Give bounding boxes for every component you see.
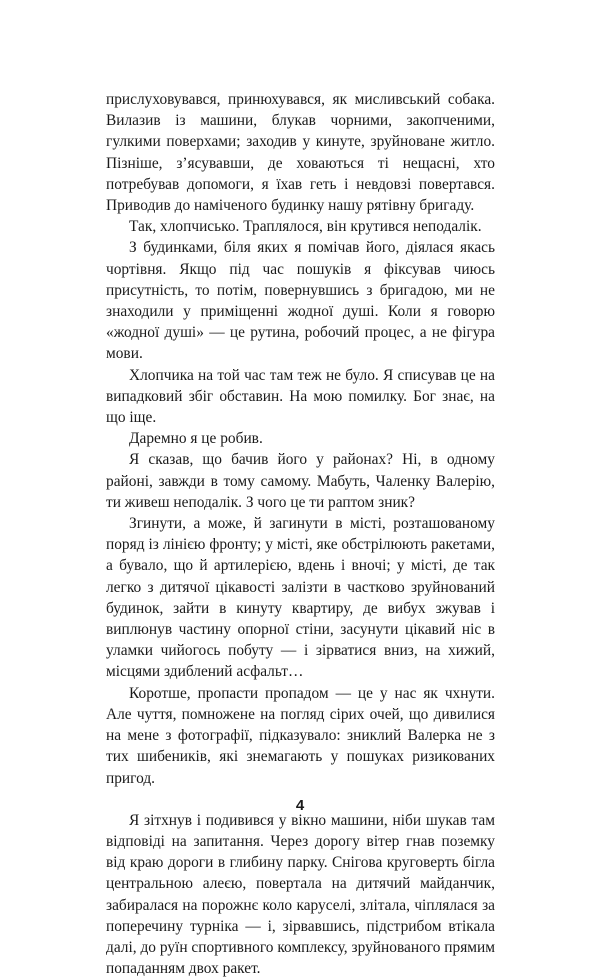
paragraph-1: прислуховувався, принюхувався, як мисливський собака. Вилазив із машини, блукав чорними, закопченими, гулкими поверхами; заходив у кинуте, зруйноване житло. Пізніше, з’ясувавши, де ховаються ті нещасні, хто потребував допомоги, я їхав геть і невдовзі повертався. Приводив до наміченого будинку нашу рятівну бригаду. [106,91,495,215]
page-number: 4 [295,797,305,814]
paragraph-9: Я зітхнув і подивився у вікно машини, ніби шукав там відповіді на запитання. Через дорогу вітер гнав поземку від краю дороги в глибину парку. Снігова круговерть бігла центральною алеєю, повертала на дитячий майданчик, забиралася на порожнє коло каруселі, злітала, чіплялася за поперечину турніка — і, зірвавшись, підстрибом втікала далі, до руїн спортивного комплексу, зруйнованого прямим попаданням двох ракет. [106,811,495,978]
paragraph-7: Згинути, а може, й загинути в місті, розташованому поряд із лінією фронту; у місті, яке обстрілюють ракетами, а бувало, що й артилерією, вдень і вночі; у місті, де так легко з дитячої цікавості залізти в частково зруйнований будинок, зайти в кинуту квартиру, де вибух зжував і виплюнув частину опорної стіни, засунути цікавий ніс в уламки чийогось побуту — і зірватися вниз, на хижий, місцями здиблений асфальт… [106,515,495,681]
page-body [106,89,495,979]
paragraph-2: Так, хлопчисько. Траплялося, він крутився неподалік. [129,218,482,236]
paragraph-8: Коротше, пропасти пропадом — це у нас як чхнути. Але чуття, помножене на погляд сірих очей, що дивилися на мене з фотографії, підказувало: зниклий Валерка не з тих шибеників, які знемагають у пошуках ризикованих пригод. [106,684,495,787]
paragraph-6: Я сказав, що бачив його у районах? Ні, в одному районі, завжди в тому самому. Мабуть, Чаленку Валерію, ти живеш неподалік. З чого це ти раптом зник? [106,451,495,511]
paragraph-4: Хлопчика на той час там теж не було. Я списував це на випадковий збіг обставин. На мою помилку. Бог знає, на що іще. [106,366,495,427]
paragraph-5: Даремно я це робив. [129,430,263,448]
paragraph-3: З будинками, біля яких я помічав його, діялася якась чортівня. Якщо під час пошуків я фіксував чиюсь присутність, то потім, повернувшись з бригадою, ми не знаходили у приміщенні жодної душі. Коли я говорю «жодної душі» — це рутина, робочий процес, а не фігура мови. [106,239,495,363]
